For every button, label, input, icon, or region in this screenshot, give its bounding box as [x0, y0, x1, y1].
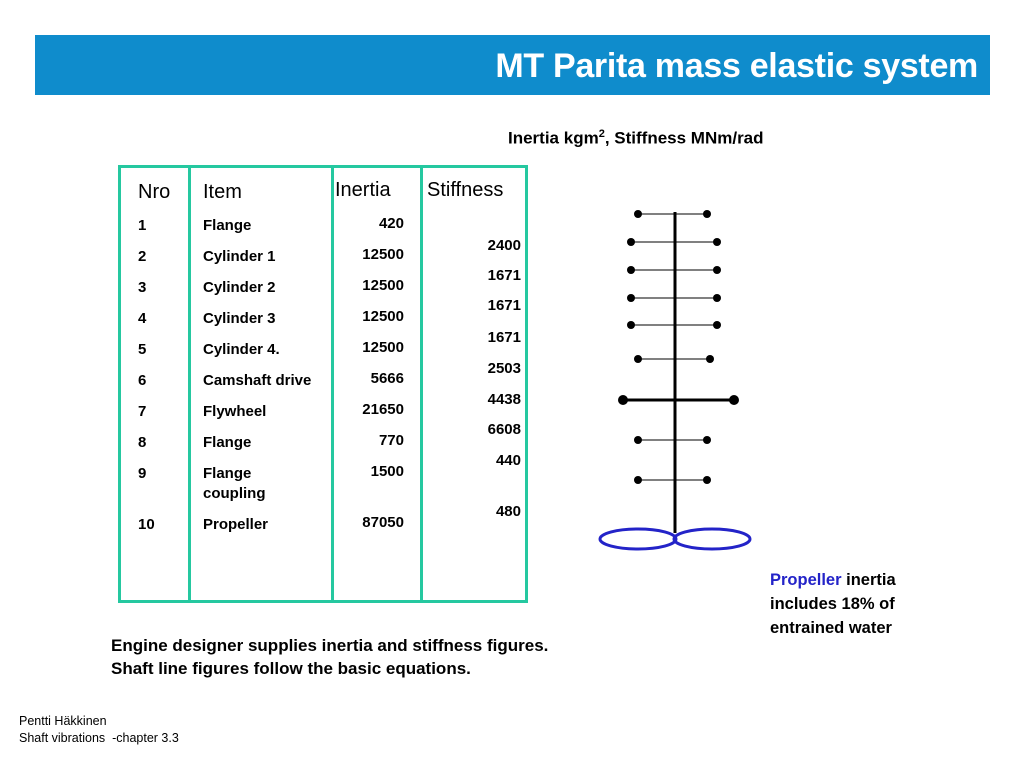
header-inertia: Inertia: [335, 179, 391, 201]
units-superscript: 2: [598, 128, 605, 140]
row-nro: 9: [138, 465, 147, 482]
stiffness-value: 1671: [487, 267, 521, 284]
row-item: Cylinder 4.: [203, 341, 280, 358]
row-inertia: 420: [378, 215, 404, 232]
header-item: Item: [203, 181, 242, 203]
row-item: Cylinder 3: [203, 310, 276, 327]
row-inertia: 12500: [362, 246, 404, 263]
row-item: Flange coupling: [203, 465, 266, 502]
row-nro: 7: [138, 403, 147, 420]
row-nro: 5: [138, 341, 147, 358]
stiffness-value: 1671: [487, 329, 521, 346]
propeller-note-highlight: Propeller: [770, 571, 842, 589]
row-item: Flywheel: [203, 403, 267, 420]
row-nro: 10: [138, 516, 155, 533]
row-nro: 6: [138, 372, 147, 389]
row-item: Propeller: [203, 516, 269, 533]
row-inertia: 1500: [370, 463, 404, 480]
mass-1: [634, 210, 711, 218]
stiffness-value: 480: [495, 503, 521, 520]
mass-9: [634, 476, 711, 484]
stiffness-value: 2400: [487, 237, 521, 254]
row-nro: 1: [138, 217, 147, 234]
footer-course: Shaft vibrations -chapter 3.3: [19, 731, 179, 745]
footer: [19, 713, 179, 747]
header-stiffness: Stiffness: [427, 179, 504, 201]
row-inertia: 87050: [362, 514, 404, 531]
row-item: Cylinder 1: [203, 248, 276, 265]
row-item: Camshaft drive: [203, 372, 312, 389]
row-inertia: 12500: [362, 308, 404, 325]
stiffness-value: 4438: [487, 391, 521, 408]
slide-title: MT Parita mass elastic system: [495, 47, 978, 85]
row-inertia: 770: [378, 432, 404, 449]
propeller-note: [770, 568, 950, 640]
row-item: Cylinder 2: [203, 279, 276, 296]
row-nro: 2: [138, 248, 147, 265]
row-inertia: 12500: [362, 277, 404, 294]
mass-8: [634, 436, 711, 444]
row-nro: 4: [138, 310, 147, 327]
row-inertia: 5666: [370, 370, 404, 387]
row-inertia: 12500: [362, 339, 404, 356]
stiffness-value: 440: [495, 452, 521, 469]
units-suffix: , Stiffness MNm/rad: [604, 128, 764, 148]
footer-author: Pentti Häkkinen: [19, 714, 107, 728]
row-item: Flange: [203, 434, 252, 451]
stiffness-value: 1671: [487, 297, 521, 314]
statement-line-2: Shaft line figures follow the basic equations.: [111, 659, 471, 678]
mass-7-flywheel: [618, 395, 739, 405]
row-inertia: 21650: [362, 401, 404, 418]
row-nro: 8: [138, 434, 147, 451]
units-prefix: Inertia kgm: [508, 128, 599, 148]
stiffness-value: 6608: [487, 421, 521, 438]
stiffness-value: 2503: [487, 360, 521, 377]
statement: [111, 634, 548, 680]
header-nro: Nro: [138, 181, 171, 203]
row-item: Flange: [203, 217, 252, 234]
row-nro: 3: [138, 279, 147, 296]
propeller-note-text: inertia includes 18% of entrained water: [770, 571, 896, 637]
statement-line-1: Engine designer supplies inertia and stiffness figures.: [111, 636, 549, 655]
